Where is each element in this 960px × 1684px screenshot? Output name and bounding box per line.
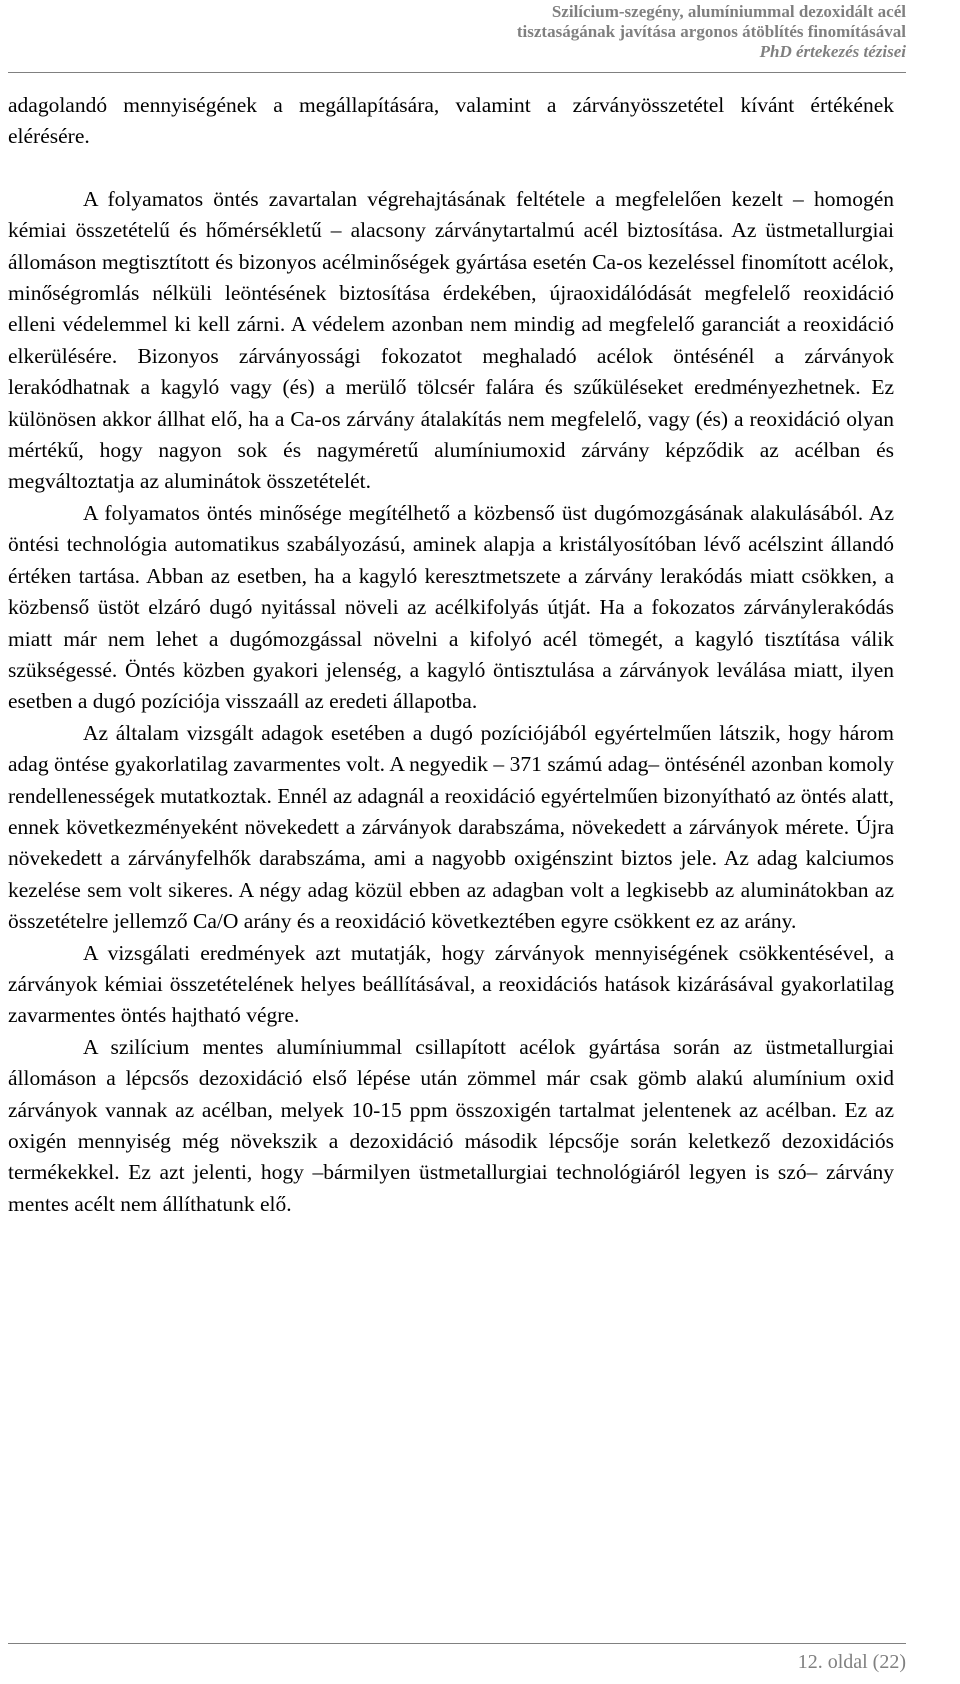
- paragraph-4: Az általam vizsgált adagok esetében a dugó pozíciójából egyértelműen látszik, hogy három adag öntése gyakorlatilag zavarmentes volt. A negyedik – 371 számú adag– öntésénél azonban komoly rendellenességek mutatkoztak. Ennél az adagnál a reoxidáció egyértelműen bizonyítható az öntés alatt, ennek következményeként növekedett a zárványok darabszáma, növekedett a zárványok mérete. Újra növekedett a zárványfelhők darabszáma, ami a nagyobb oxigénszint biztos jele. Az adag kalciumos kezelése sem volt sikeres. A négy adag közül ebben az adagban volt a legkisebb az aluminátokban az összetételre jellemző Ca/O arány és a reoxidáció következtében egyre csökkent ez az arány.: [8, 720, 894, 934]
- paragraph-1: adagolandó mennyiségének a megállapítására, valamint a zárványösszetétel kívánt értékének elérésére.: [8, 93, 894, 149]
- body-text: [8, 90, 894, 1220]
- paragraph-6: A szilícium mentes alumíniummal csillapított acélok gyártása során az üstmetallurgiai állomáson a lépcsős dezoxidáció első lépése után zömmel már csak gömb alakú alumínium oxid zárványok vannak az acélban, melyek 10-15 ppm összoxigén tartalmat jelentenek az acélban. Ez az oxigén mennyiség még növekszik a dezoxidáció második lépcsője során keletkező dezoxidációs termékekkel. Ez azt jelenti, hogy –bármilyen üstmetallurgiai technológiáról legyen is szó– zárvány mentes acélt nem állíthatunk elő.: [8, 1034, 894, 1216]
- running-header: [517, 2, 906, 62]
- footer-divider: [8, 1643, 906, 1644]
- paragraph-5: A vizsgálati eredmények azt mutatják, hogy zárványok mennyiségének csökkentésével, a zárványok kémiai összetételének helyes beállításával, a reoxidációs hatások kizárásával gyakorlatilag zavarmentes öntés hajtható végre.: [8, 940, 894, 1028]
- header-title-line-2: tisztaságának javítása argonos átöblítés finomításával: [516, 22, 906, 41]
- page-number: 12. oldal (22): [797, 1651, 906, 1673]
- header-subtitle: PhD értekezés tézisei: [759, 42, 906, 61]
- header-divider: [8, 72, 906, 73]
- paragraph-3: A folyamatos öntés minősége megítélhető a közbenső üst dugómozgásának alakulásából. Az öntési technológia automatikus szabályozású, aminek alapja a kristályosítóban lévő acélszint állandó értéken tartása. Abban az esetben, ha a kagyló keresztmetszete a zárvány lerakódás miatt csökken, a közbenső üstöt elzáró dugó nyitással növeli az acélkifolyás útját. Ha a fokozatos zárványlerakódás miatt már nem lehet a dugómozgással növelni a kifolyó acél tömegét, a kagyló tisztítása válik szükségessé. Öntés közben gyakori jelenség, a kagyló öntisztulása a zárványok leválása miatt, ilyen esetben a dugó pozíciója visszaáll az eredeti állapotba.: [8, 500, 894, 714]
- paragraph-2: A folyamatos öntés zavartalan végrehajtásának feltétele a megfelelően kezelt – homogén kémiai összetételű és hőmérsékletű – alacsony zárványtartalmú acél biztosítása. Az üstmetallurgiai állomáson megtisztított és bizonyos acélminőségek gyártása esetén Ca-os kezeléssel finomított acélok, minőségromlás nélküli leöntésének biztosítása érdekében, újraoxidálódását megfelelő reoxidáció elleni védelemmel ki kell zárni. A védelem azonban nem mindig ad megfelelő garanciát a reoxidáció elkerülésére. Bizonyos zárványossági fokozatot meghaladó acélok öntésénél a zárványok lerakódhatnak a kagyló vagy (és) a merülő tölcsér falára és szűküléseket eredményezhetnek. Ez különösen akkor állhat elő, ha a Ca-os zárvány átalakítás nem megfelelő, vagy (és) a reoxidáció olyan mértékű, hogy nagyon sok és nagyméretű alumíniumoxid zárvány képződik az acélban és megváltoztatja az aluminátok összetételét.: [8, 186, 894, 494]
- header-title-line-1: Szilícium-szegény, alumíniummal dezoxidált acél: [551, 2, 906, 21]
